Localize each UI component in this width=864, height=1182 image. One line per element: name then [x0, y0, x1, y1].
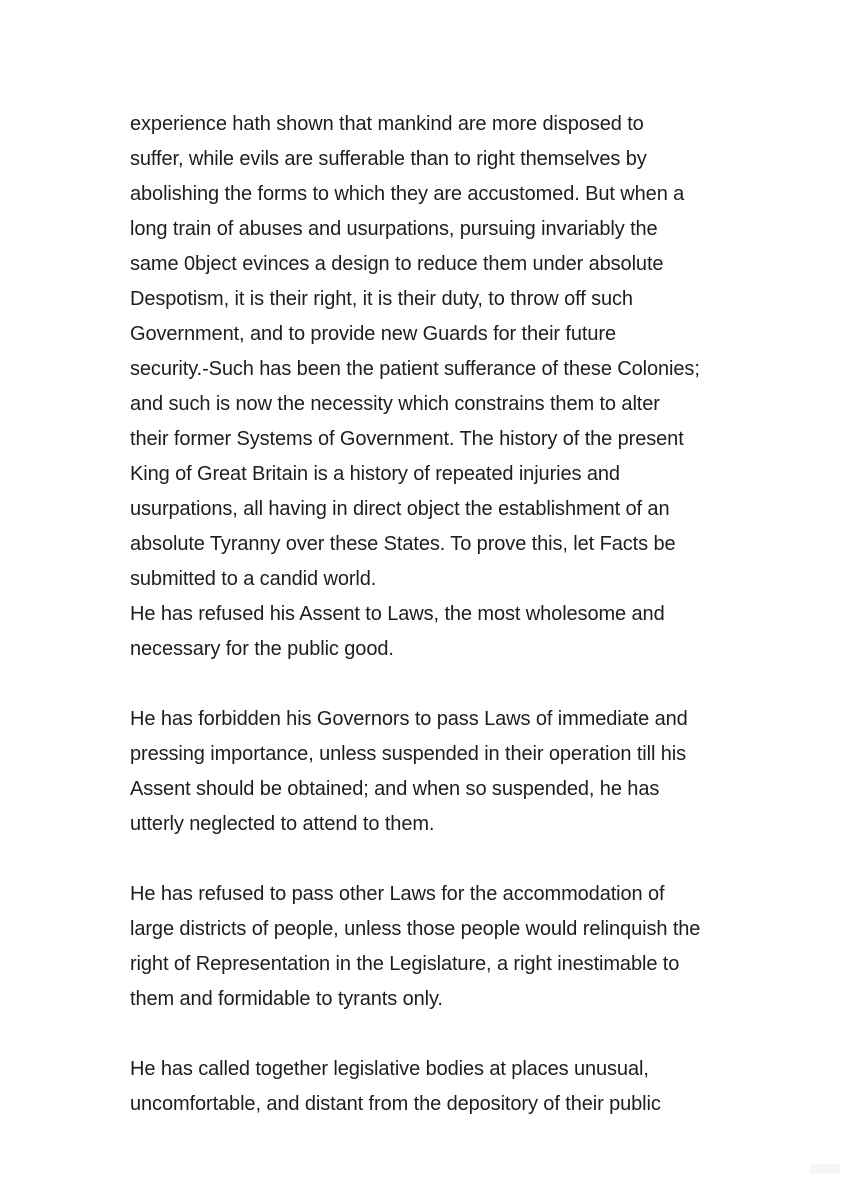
text-line: large districts of people, unless those people would relinquish the	[130, 918, 701, 940]
text-line: Government, and to provide new Guards for their future	[130, 323, 616, 345]
text-line: necessary for the public good.	[130, 638, 394, 660]
text-line: absolute Tyranny over these States. To prove this, let Facts be	[130, 533, 676, 555]
text-line: and such is now the necessity which constrains them to alter	[130, 393, 660, 415]
text-line: their former Systems of Government. The history of the present	[130, 428, 684, 450]
text-line: them and formidable to tyrants only.	[130, 988, 443, 1010]
text-line: He has refused to pass other Laws for the accommodation of	[130, 883, 665, 905]
text-line: uncomfortable, and distant from the depository of their public	[130, 1093, 661, 1115]
watermark-logo	[810, 1164, 840, 1174]
text-line: usurpations, all having in direct object the establishment of an	[130, 498, 670, 520]
text-line: same 0bject evinces a design to reduce them under absolute	[130, 253, 664, 275]
text-line: right of Representation in the Legislature, a right inestimable to	[130, 953, 680, 975]
text-line: King of Great Britain is a history of repeated injuries and	[130, 463, 620, 485]
text-line: abolishing the forms to which they are accustomed. But when a	[130, 183, 685, 205]
blank-line	[130, 842, 750, 877]
text-line: He has forbidden his Governors to pass Laws of immediate and	[130, 708, 688, 730]
text-line: pressing importance, unless suspended in their operation till his	[130, 743, 687, 765]
text-line: Despotism, it is their right, it is their duty, to throw off such	[130, 288, 633, 310]
text-line: He has refused his Assent to Laws, the most wholesome and	[130, 603, 665, 625]
blank-line	[130, 1017, 750, 1052]
text-line: suffer, while evils are sufferable than to right themselves by	[130, 148, 647, 170]
text-line: Assent should be obtained; and when so suspended, he has	[130, 778, 660, 800]
text-line: security.-Such has been the patient sufferance of these Colonies;	[130, 358, 700, 380]
blank-line	[130, 667, 750, 702]
document-page	[130, 107, 750, 1122]
text-line: submitted to a candid world.	[130, 568, 377, 590]
text-line: He has called together legislative bodies at places unusual,	[130, 1058, 649, 1080]
text-line: utterly neglected to attend to them.	[130, 813, 435, 835]
text-line: experience hath shown that mankind are more disposed to	[130, 113, 644, 135]
text-line: long train of abuses and usurpations, pursuing invariably the	[130, 218, 658, 240]
